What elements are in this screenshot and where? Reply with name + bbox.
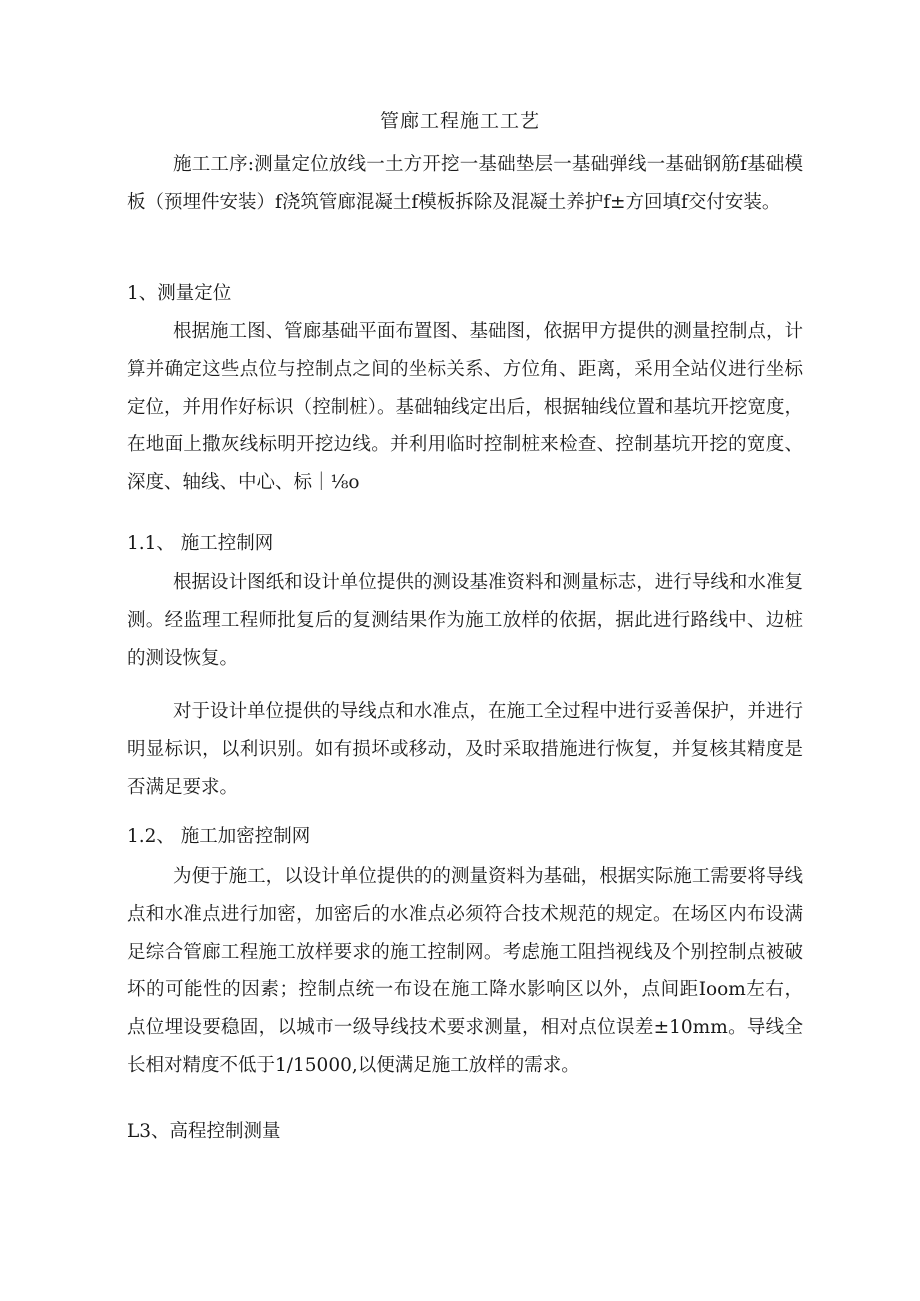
document-title: 管廊工程施工工艺: [379, 110, 540, 132]
control-network-paragraph-2: 对于设计单位提供的导线点和水准点，在施工全过程中进行妥善保护，并进行明显标识，以利识别。如有损坏或移动，及时采取措施进行恢复，并复核其精度是否满足要求。: [127, 701, 803, 798]
dense-network-paragraph: 为便于施工，以设计单位提供的的测量资料为基础，根据实际施工需要将导线点和水准点进行加密，加密后的水准点必须符合技术规范的规定。在场区内布设满足综合管廊工程施工放样要求的施工控制网。考虑施工阻挡视线及个别控制点被破坏的可能性的因素；控制点统一布设在施工降水影响区以外，点间距Ioom左右，点位埋设要稳固，以城市一级导线技术要求测量，相对点位误差±10mm。导线全长相对精度不低于1/15000,以便满足施工放样的需求。: [127, 866, 803, 1076]
intro-paragraph: 施工工序:测量定位放线一土方开挖一基础垫层一基础弹线一基础钢筋f基础模板（预埋件安装）f浇筑管廊混凝土f模板拆除及混凝土养护f±方回填f交付安装。: [127, 154, 803, 213]
section-heading-survey: 1、测量定位: [127, 283, 232, 304]
section-heading-elevation: L3、高程控制测量: [127, 1121, 281, 1142]
section-heading-control-network: 1.1、 施工控制网: [127, 533, 274, 554]
control-network-paragraph-1: 根据设计图纸和设计单位提供的测设基准资料和测量标志，进行导线和水准复测。经监理工程师批复后的复测结果作为施工放样的依据，据此进行路线中、边桩的测设恢复。: [127, 572, 803, 669]
section-heading-dense-network: 1.2、 施工加密控制网: [127, 826, 311, 847]
survey-paragraph: 根据施工图、管廊基础平面布置图、基础图，依据甲方提供的测量控制点，计算并确定这些点位与控制点之间的坐标关系、方位角、距离，采用全站仪进行坐标定位，并用作好标识（控制桩）。基础轴线定出后，根据轴线位置和基坑开挖宽度，在地面上撒灰线标明开挖边线。并利用临时控制桩来检查、控制基坑开挖的宽度、深度、轴线、中心、标｜⅛o: [127, 321, 803, 494]
